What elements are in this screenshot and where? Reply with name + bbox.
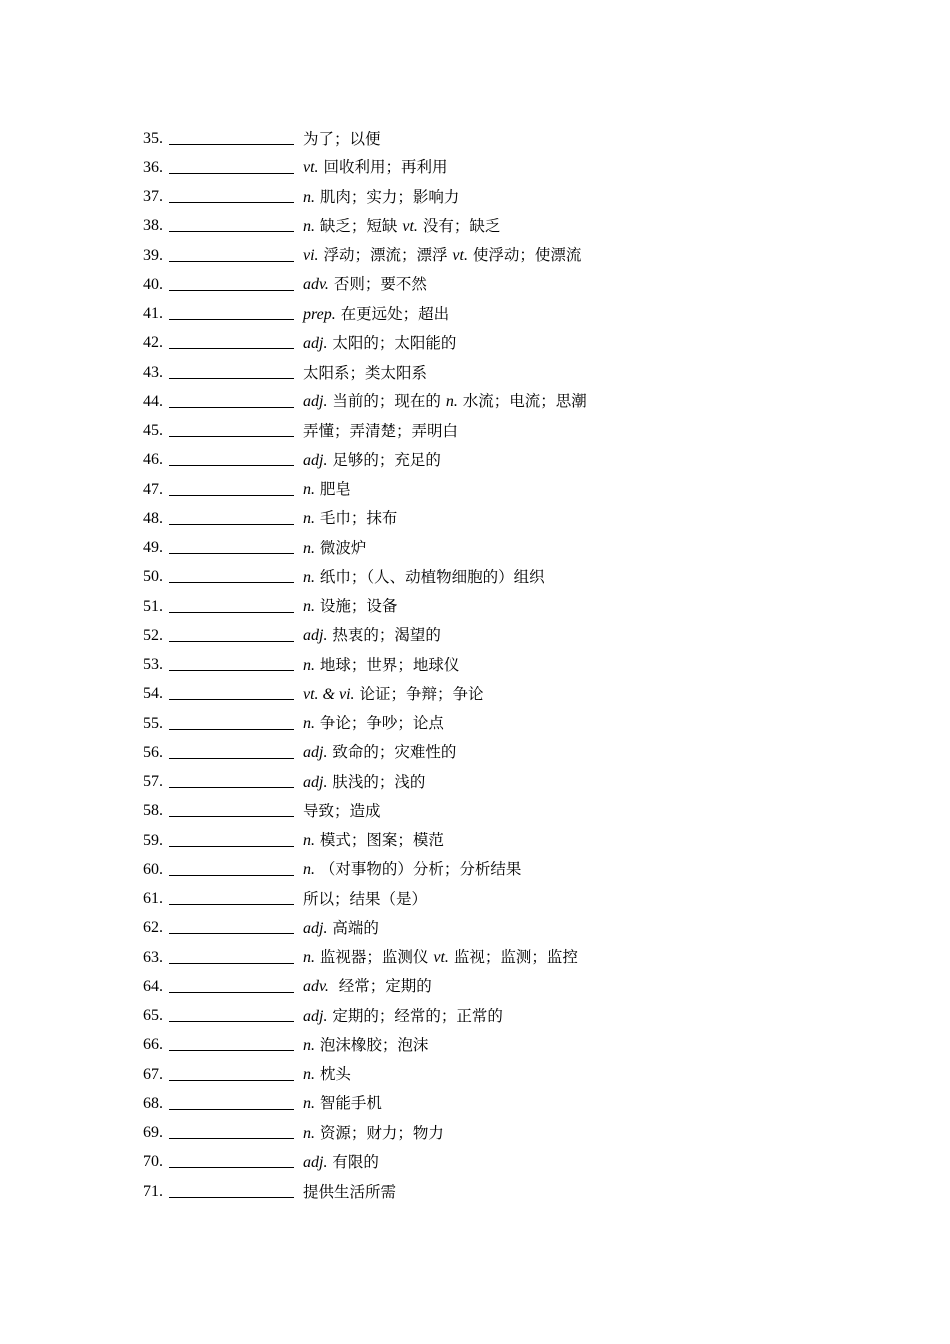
definition <box>303 450 441 471</box>
part-of-speech: adj. <box>303 451 328 469</box>
part-of-speech: n. <box>303 568 315 586</box>
answer-blank[interactable] <box>169 509 294 525</box>
vocab-item <box>143 592 843 621</box>
vocab-item <box>143 1060 843 1089</box>
definition <box>303 1035 428 1056</box>
vocab-item <box>143 680 843 709</box>
part-of-speech: n. <box>303 1036 315 1054</box>
definition-text: 浮动；漂流；漂浮 <box>318 246 453 265</box>
answer-blank[interactable] <box>169 216 294 232</box>
definition-text: 水流；电流；思潮 <box>457 392 587 411</box>
part-of-speech: adj. <box>303 393 328 411</box>
definition-text: 定期的；经常的；正常的 <box>327 1006 503 1025</box>
item-number: 38. <box>143 217 163 235</box>
definition <box>303 1006 503 1027</box>
definition-text: 缺乏；短缺 <box>315 216 403 235</box>
vocab-item <box>143 621 843 650</box>
answer-blank[interactable] <box>169 1123 294 1139</box>
answer-blank[interactable] <box>169 158 294 174</box>
part-of-speech: vt. <box>452 247 468 265</box>
definition-text: 监视；监测；监控 <box>448 948 578 967</box>
definition-text: 枕头 <box>315 1065 351 1084</box>
vocab-item <box>143 183 843 212</box>
definition <box>303 274 427 295</box>
item-number: 41. <box>143 305 163 323</box>
definition <box>303 363 427 383</box>
answer-blank[interactable] <box>169 655 294 671</box>
definition <box>303 304 449 325</box>
part-of-speech: prep. <box>303 305 336 323</box>
definition-text: 模式；图案；模范 <box>315 831 444 850</box>
vocab-item <box>143 797 843 826</box>
part-of-speech: adj. <box>303 627 328 645</box>
definition-text: 论证；争辩；争论 <box>354 684 484 703</box>
definition <box>303 245 581 266</box>
answer-blank[interactable] <box>169 772 294 788</box>
answer-blank[interactable] <box>169 480 294 496</box>
definition <box>303 1064 351 1085</box>
definition-text: 弄懂；弄清楚；弄明白 <box>303 422 459 441</box>
answer-blank[interactable] <box>169 421 294 437</box>
item-number: 49. <box>143 539 163 557</box>
part-of-speech: adj. <box>303 744 328 762</box>
part-of-speech: n. <box>303 188 315 206</box>
answer-blank[interactable] <box>169 187 294 203</box>
vocab-item <box>143 212 843 241</box>
definition-text: 为了；以便 <box>303 129 381 148</box>
definition-text: 导致；造成 <box>303 802 381 821</box>
definition <box>303 187 459 208</box>
item-number: 71. <box>143 1182 163 1200</box>
item-number: 53. <box>143 656 163 674</box>
item-number: 54. <box>143 685 163 703</box>
vocab-item <box>143 651 843 680</box>
vocab-item <box>143 358 843 387</box>
part-of-speech: n. <box>303 598 315 616</box>
answer-blank[interactable] <box>169 831 294 847</box>
definition <box>303 976 432 997</box>
vocab-item <box>143 855 843 884</box>
vocab-item <box>143 124 843 153</box>
item-number: 48. <box>143 509 163 527</box>
definition-text: 地球；世界；地球仪 <box>315 655 460 674</box>
definition <box>303 1093 382 1114</box>
item-number: 51. <box>143 597 163 615</box>
vocab-item <box>143 329 843 358</box>
part-of-speech: vt. <box>303 159 319 177</box>
item-number: 70. <box>143 1153 163 1171</box>
answer-blank[interactable] <box>169 801 294 817</box>
definition <box>303 713 444 734</box>
part-of-speech: adj. <box>303 1153 328 1171</box>
vocab-item <box>143 534 843 563</box>
definition <box>303 508 397 529</box>
item-number: 64. <box>143 977 163 995</box>
vocab-item <box>143 943 843 972</box>
definition-text: 监视器；监测仪 <box>315 948 434 967</box>
part-of-speech: n. <box>303 949 315 967</box>
answer-blank[interactable] <box>169 1152 294 1168</box>
part-of-speech: n. <box>303 861 315 879</box>
definition-text: 当前的；现在的 <box>327 392 446 411</box>
definition <box>303 157 447 178</box>
definition-text: 纸巾；（人、动植物细胞的）组织 <box>315 567 545 586</box>
definition <box>303 567 545 588</box>
part-of-speech: adj. <box>303 334 328 352</box>
part-of-speech: adv. <box>303 978 329 996</box>
definition-text: 太阳的；太阳能的 <box>327 333 457 352</box>
part-of-speech: n. <box>303 481 315 499</box>
answer-blank[interactable] <box>169 948 294 964</box>
vocab-item <box>143 446 843 475</box>
item-number: 59. <box>143 831 163 849</box>
answer-blank[interactable] <box>169 1035 294 1051</box>
part-of-speech: adv. <box>303 276 329 294</box>
definition-text: 经常；定期的 <box>328 977 432 996</box>
vocab-item <box>143 1119 843 1148</box>
vocab-item <box>143 387 843 416</box>
item-number: 68. <box>143 1094 163 1112</box>
part-of-speech: n. <box>303 832 315 850</box>
vocab-item <box>143 738 843 767</box>
part-of-speech: n. <box>303 1124 315 1142</box>
vocab-item <box>143 768 843 797</box>
part-of-speech: n. <box>303 217 315 235</box>
definition-text: 肤浅的；浅的 <box>327 772 426 791</box>
vocab-item <box>143 1148 843 1177</box>
definition-text: 泡沫橡胶；泡沫 <box>315 1035 429 1054</box>
definition <box>303 479 351 500</box>
item-number: 60. <box>143 860 163 878</box>
definition-text: 毛巾；抹布 <box>315 509 398 528</box>
item-number: 42. <box>143 334 163 352</box>
definition-text: 在更远处；超出 <box>335 304 450 323</box>
item-number: 57. <box>143 773 163 791</box>
definition <box>303 772 425 793</box>
vocabulary-list <box>143 124 843 1206</box>
item-number: 61. <box>143 890 163 908</box>
item-number: 67. <box>143 1065 163 1083</box>
item-number: 58. <box>143 802 163 820</box>
vocab-item <box>143 826 843 855</box>
part-of-speech: n. <box>303 539 315 557</box>
definition <box>303 538 366 559</box>
item-number: 55. <box>143 714 163 732</box>
answer-blank[interactable] <box>169 626 294 642</box>
definition-text: 争论；争吵；论点 <box>315 714 444 733</box>
definition-text: 有限的 <box>327 1152 379 1171</box>
definition-text: （对事物的）分析；分析结果 <box>315 860 522 879</box>
definition-text: 足够的；充足的 <box>327 450 441 469</box>
definition-text: 太阳系；类太阳系 <box>303 363 428 382</box>
definition-text: 热衷的；渴望的 <box>327 626 441 645</box>
answer-blank[interactable] <box>169 1065 294 1081</box>
definition <box>303 333 456 354</box>
part-of-speech: n. <box>303 715 315 733</box>
definition <box>303 216 500 237</box>
item-number: 36. <box>143 158 163 176</box>
vocab-item <box>143 475 843 504</box>
definition-text: 设施；设备 <box>315 597 398 616</box>
item-number: 44. <box>143 392 163 410</box>
definition <box>303 421 458 441</box>
answer-blank[interactable] <box>169 129 294 145</box>
definition-text: 回收利用；再利用 <box>318 158 448 177</box>
item-number: 52. <box>143 626 163 644</box>
answer-blank[interactable] <box>169 684 294 700</box>
answer-blank[interactable] <box>169 918 294 934</box>
definition-text: 肌肉；实力；影响力 <box>315 187 460 206</box>
definition-text: 致命的；灾难性的 <box>327 743 457 762</box>
answer-blank[interactable] <box>169 743 294 759</box>
definition-text: 使浮动；使漂流 <box>467 246 582 265</box>
definition-text: 否则；要不然 <box>328 275 427 294</box>
definition-text: 没有；缺乏 <box>417 216 501 235</box>
answer-blank[interactable] <box>169 392 294 408</box>
vocab-item <box>143 885 843 914</box>
item-number: 65. <box>143 1007 163 1025</box>
vocab-item <box>143 300 843 329</box>
definition <box>303 596 397 617</box>
answer-blank[interactable] <box>169 363 294 379</box>
definition-text: 微波炉 <box>315 538 367 557</box>
vocab-item <box>143 1031 843 1060</box>
definition <box>303 1152 379 1173</box>
answer-blank[interactable] <box>169 977 294 993</box>
vocab-item <box>143 1002 843 1031</box>
answer-blank[interactable] <box>169 304 294 320</box>
vocab-item <box>143 504 843 533</box>
vocab-item <box>143 972 843 1001</box>
answer-blank[interactable] <box>169 333 294 349</box>
definition <box>303 801 381 821</box>
vocab-item <box>143 914 843 943</box>
definition <box>303 655 459 676</box>
definition-text: 肥皂 <box>315 480 351 499</box>
answer-blank[interactable] <box>169 567 294 583</box>
part-of-speech: adj. <box>303 1007 328 1025</box>
answer-blank[interactable] <box>169 1094 294 1110</box>
vocab-item <box>143 270 843 299</box>
answer-blank[interactable] <box>169 1182 294 1198</box>
part-of-speech: n. <box>303 1095 315 1113</box>
answer-blank[interactable] <box>169 538 294 554</box>
vocab-item <box>143 1089 843 1118</box>
definition <box>303 129 381 149</box>
answer-blank[interactable] <box>169 597 294 613</box>
definition <box>303 625 441 646</box>
answer-blank[interactable] <box>169 1006 294 1022</box>
part-of-speech: vi. <box>303 247 319 265</box>
part-of-speech: vt. <box>402 217 418 235</box>
part-of-speech: n. <box>303 656 315 674</box>
vocab-item <box>143 153 843 182</box>
definition-text: 资源；财力；物力 <box>315 1123 444 1142</box>
definition-text: 智能手机 <box>315 1094 382 1113</box>
definition <box>303 918 379 939</box>
item-number: 40. <box>143 275 163 293</box>
answer-blank[interactable] <box>169 275 294 291</box>
item-number: 47. <box>143 480 163 498</box>
definition <box>303 742 456 763</box>
part-of-speech: n. <box>303 1066 315 1084</box>
definition <box>303 947 578 968</box>
definition-text: 提供生活所需 <box>303 1182 397 1201</box>
item-number: 50. <box>143 568 163 586</box>
part-of-speech: adj. <box>303 919 328 937</box>
definition <box>303 830 444 851</box>
item-number: 63. <box>143 948 163 966</box>
definition <box>303 684 483 705</box>
item-number: 43. <box>143 363 163 381</box>
answer-blank[interactable] <box>169 889 294 905</box>
vocab-item <box>143 417 843 446</box>
item-number: 35. <box>143 129 163 147</box>
definition <box>303 859 521 880</box>
vocab-item <box>143 563 843 592</box>
item-number: 46. <box>143 451 163 469</box>
part-of-speech: adj. <box>303 773 328 791</box>
definition-text: 所以；结果（是） <box>303 890 428 909</box>
answer-blank[interactable] <box>169 246 294 262</box>
part-of-speech: n. <box>445 393 458 411</box>
vocab-item <box>143 1177 843 1206</box>
definition <box>303 1123 444 1144</box>
definition <box>303 391 587 412</box>
answer-blank[interactable] <box>169 450 294 466</box>
item-number: 56. <box>143 743 163 761</box>
item-number: 66. <box>143 1036 163 1054</box>
item-number: 69. <box>143 1124 163 1142</box>
part-of-speech: vt. <box>433 949 449 967</box>
item-number: 37. <box>143 188 163 206</box>
vocab-item <box>143 709 843 738</box>
item-number: 39. <box>143 246 163 264</box>
item-number: 62. <box>143 919 163 937</box>
definition <box>303 889 427 909</box>
definition-text: 高端的 <box>327 918 379 937</box>
definition <box>303 1182 396 1202</box>
part-of-speech: vt. & vi. <box>303 685 355 703</box>
part-of-speech: n. <box>303 510 315 528</box>
item-number: 45. <box>143 422 163 440</box>
answer-blank[interactable] <box>169 714 294 730</box>
answer-blank[interactable] <box>169 860 294 876</box>
vocab-item <box>143 241 843 270</box>
